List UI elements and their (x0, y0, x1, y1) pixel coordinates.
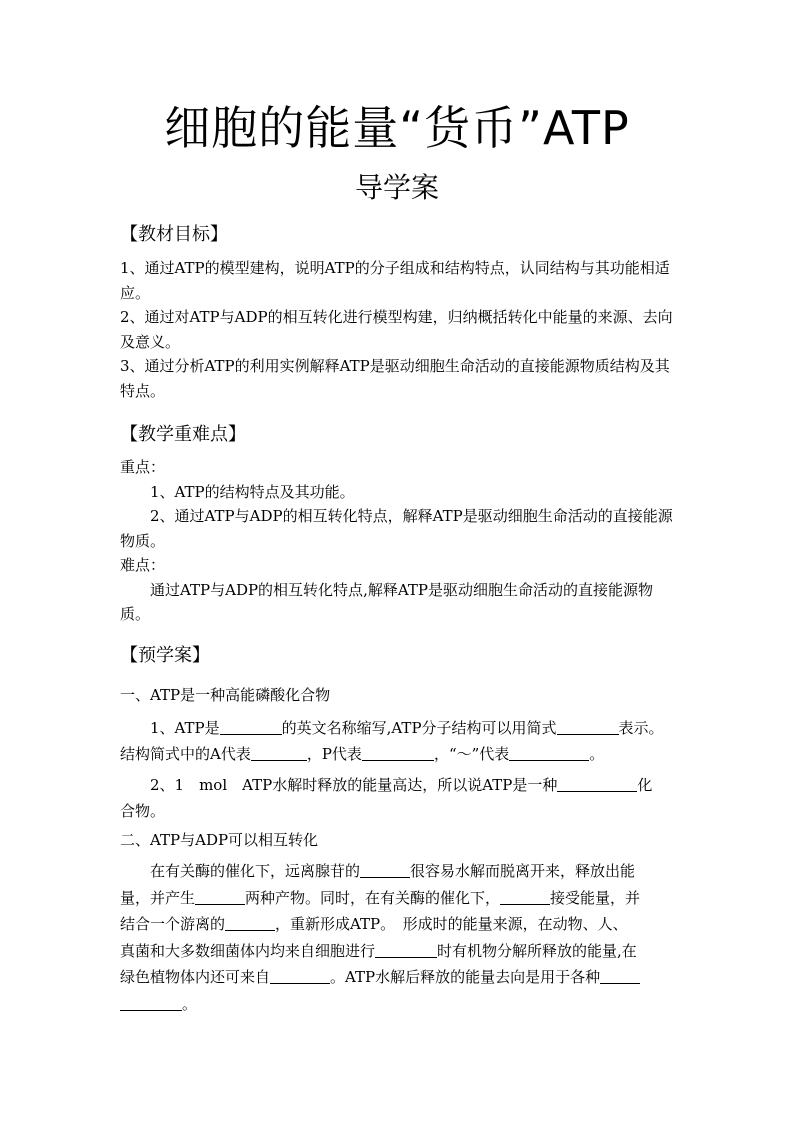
part1-title: 一、ATP是一种高能磷酸化合物 (120, 686, 331, 704)
page-subtitle: 导学案 (354, 171, 439, 204)
question-2: 2、1 mol ATP水解时释放的能量高达，所以说ATP是一种 化 合物。 (120, 776, 653, 820)
key-item: 1、ATP的结构特点及其功能。 (150, 482, 355, 501)
answer-blank[interactable] (600, 967, 640, 984)
objectives-list (120, 256, 676, 403)
answer-blank[interactable] (557, 775, 637, 792)
answer-blank[interactable] (251, 744, 307, 761)
question-1: 1、ATP是 的英文名称缩写,ATP分子结构可以用简式 表示。 结构简式中的A代表 ，P代表 ，“～”代表 。 (120, 719, 664, 763)
difficult-text: 通过ATP与ADP的相互转化特点,解释ATP是驱动细胞生命活动的直接能源物质。 (120, 580, 653, 623)
objective-item: 2、通过对ATP与ADP的相互转化进行模型构建，归纳概括转化中能量的来源、去向及意义。 (120, 308, 673, 351)
objectives-heading: 【教材目标】 (120, 224, 228, 245)
answer-blank[interactable] (195, 888, 245, 905)
answer-blank[interactable] (225, 914, 275, 931)
key-label: 重点： (120, 458, 166, 476)
keypoints-body (120, 455, 676, 627)
answer-blank[interactable] (375, 941, 437, 958)
part2-title: 二、ATP与ADP可以相互转化 (120, 831, 319, 849)
answer-blank[interactable] (362, 744, 434, 761)
answer-blank[interactable] (500, 888, 550, 905)
objective-item: 1、通过ATP的模型建构，说明ATP的分子组成和结构特点，认同结构与其功能相适应。 (120, 259, 670, 302)
answer-blank[interactable] (220, 718, 282, 735)
answer-blank[interactable] (120, 994, 182, 1011)
answer-blank[interactable] (360, 861, 410, 878)
keypoints-heading: 【教学重难点】 (120, 424, 246, 445)
answer-blank[interactable] (557, 718, 619, 735)
preview-heading: 【预学案】 (120, 645, 210, 666)
key-item: 2、通过ATP与ADP的相互转化特点，解释ATP是驱动细胞生命活动的直接能源物质。 (120, 507, 673, 550)
part2-paragraph: 在有关酶的催化下，远离腺苷的 很容易水解而脱离开来，释放出能 量，并产生 两种产物。同时，在有关酶的催化下， 接受能量，并 结合一个游离的 ，重新形成ATP。 形成时的能量来源，在动物、人、 真菌和大多数细菌体内均来自细胞进行 时有机物分解所释放的能量,在 绿色植物体内还可来自 。ATP水解后释放的能量去向是用于各种 。 (120, 862, 641, 1013)
objective-item: 3、通过分析ATP的利用实例解释ATP是驱动细胞生命活动的直接能源物质结构及其特点。 (120, 357, 670, 400)
answer-blank[interactable] (270, 967, 330, 984)
answer-blank[interactable] (509, 744, 589, 761)
page-title: 细胞的能量“货币”ATP (164, 101, 630, 155)
difficult-label: 难点： (120, 556, 166, 574)
